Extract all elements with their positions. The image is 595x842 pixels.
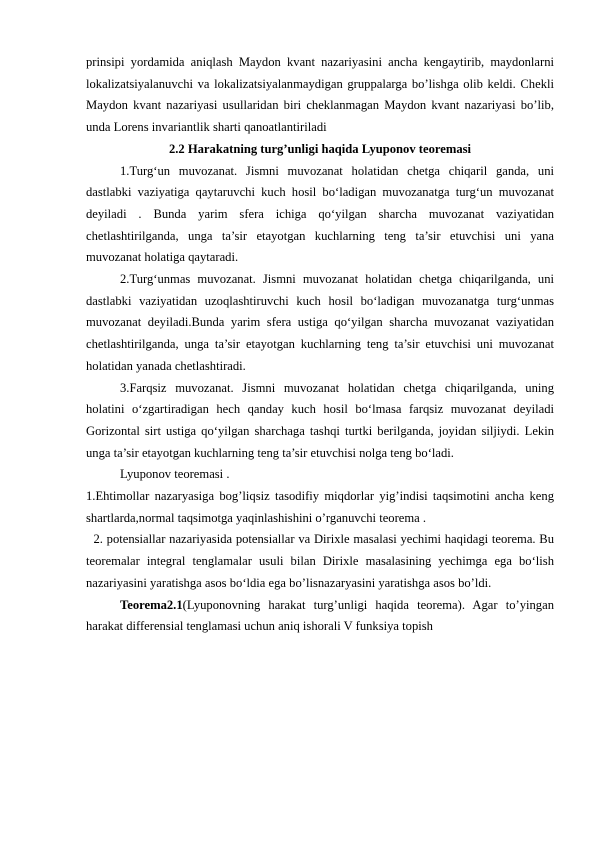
theorem-text: (Lyuponovning harakat turg’unligi haqida teorema). Agar to’yingan harakat differensial tenglamasi uchun aniq ishorali V funksiya topish: [86, 597, 554, 634]
theorem-item-2: 2. potensiallar nazariyasida potensiallar va Dirixle masalasi yechimi haqidagi teorema. Bu teoremalar integral tenglamalar usuli bilan Dirixle masalasining yechimga ega bo‘lish nazariyasini yaratishga asos bo‘ldia ega bo’lisnazaryasini yaratishga asos bo’ldi.: [86, 532, 558, 590]
theorem-2-1-paragraph: [86, 595, 554, 638]
theorem-item-1: 1.Ehtimollar nazaryasiga bog’liqsiz tasodifiy miqdorlar yig’indisi taqsimotini ancha keng shartlarda,normal taqsimotga yaqinlashishini o’rganuvchi teorema .: [86, 489, 554, 525]
intro-paragraph: prinsipi yordamida aniqlash Maydon kvant nazariyasini ancha kengaytirib, maydonlarni lokalizatsiyalanuvchi va lokalizatsiyalanmaydigan gruppalarga bo’lishga olib keldi. Chekli Maydon kvant nazariyasi usullaridan biri cheklanmagan Maydon kvant nazariyasi bo’lib, unda Lorens invariantlik sharti qanoatlantiriladi: [86, 55, 554, 135]
lyuponov-theorem-label: Lyuponov teoremasi .: [120, 467, 230, 482]
section-heading: 2.2 Harakatning turg’unligi haqida Lyuponov teoremasi: [168, 141, 472, 156]
stable-equilibrium-paragraph: 1.Turg‘un muvozanat. Jismni muvozanat holatidan chetga chiqaril ganda, uni dastlabki vaziyatiga qaytaruvchi kuch hosil bo‘ladigan muvozanatga turg‘un muvozanat deyiladi . Bunda yarim sfera ichiga qo‘yilgan sharcha muvozanat vaziyatidan chetlashtirilganda, unga ta’sir etayotgan kuchlarning teng ta’sir etuvchisi uni yana muvozanat holatiga qaytaradi.: [86, 163, 554, 265]
neutral-equilibrium-paragraph: 3.Farqsiz muvozanat. Jismni muvozanat holatidan chetga chiqarilganda, uning holatini o‘zgartiradigan hech qanday kuch hosil bo‘lmasa farqsiz muvozanat deyiladi Gorizontal sirt ustiga qo‘yilgan sharchaga tashqi turtki berilganda, joyidan siljiydi. Lekin unga ta’sir etayotgan kuchlarning teng ta’sir etuvchisi nolga teng bo‘ladi.: [86, 380, 554, 460]
unstable-equilibrium-paragraph: 2.Turg‘unmas muvozanat. Jismni muvozanat holatidan chetga chiqarilganda, uni dastlabki vaziyatidan uzoqlashtiruvchi kuch hosil bo‘ladigan muvozanatga turg‘unmas muvozanat deyiladi.Bunda yarim sfera ustiga qo‘yilgan sharcha muvozanat vaziyatidan chetlashtirilganda, unga ta’sir etayotgan kuchlarning teng ta’sir etuvchisi uni muvozanat holatidan yanada chetlashtiradi.: [86, 272, 554, 373]
theorem-label: Teorema2.1: [120, 597, 183, 612]
document-page: [86, 52, 558, 638]
